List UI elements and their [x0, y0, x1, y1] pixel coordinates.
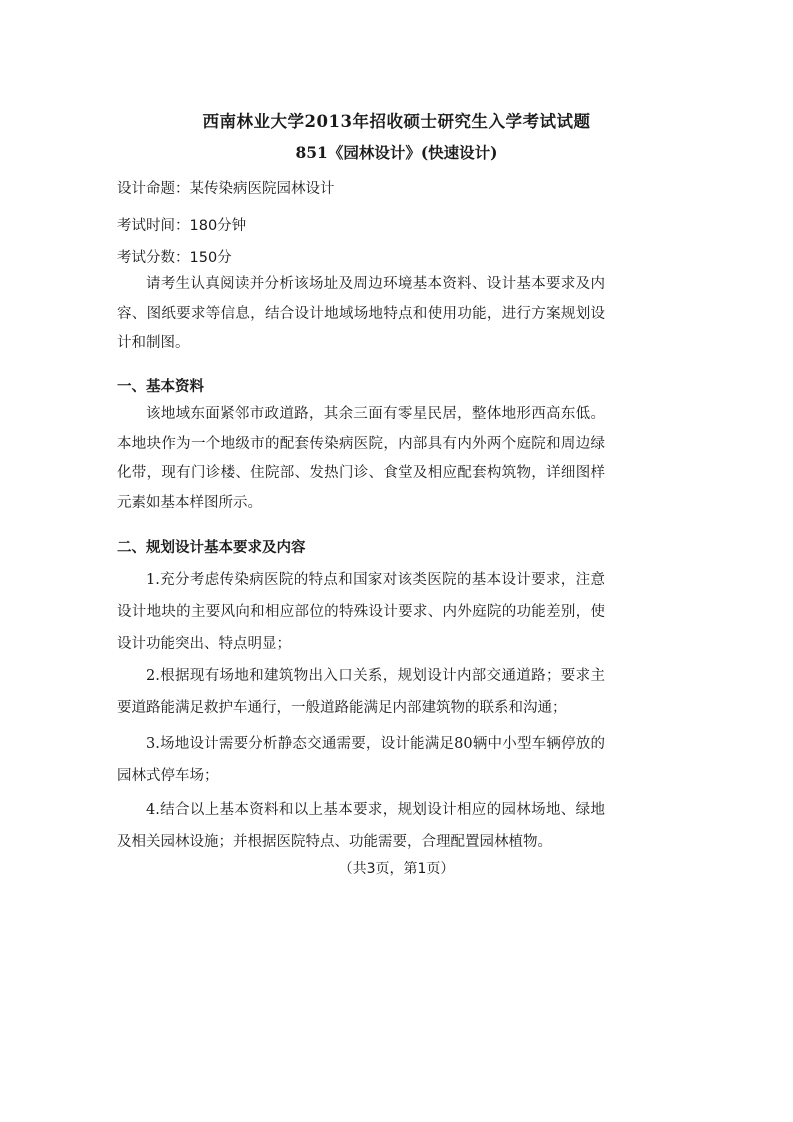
exam-score: 考试分数：150分 — [117, 250, 232, 266]
section-basic-info-body: 该地域东面紧邻市政道路，其余三面有零星民居，整体地形西高东低。本地块作为一个地级市的配套传染病医院，内部具有内外两个庭院和周边绿化带，现有门诊楼、住院部、发热门诊、食堂及相应配套构筑物，详细图样元素如基本样图所示。 — [117, 406, 605, 511]
design-topic: 设计命题：某传染病医院园林设计 — [117, 181, 335, 197]
section-requirements-heading: 二、规划设计基本要求及内容 — [117, 540, 306, 556]
page-title: 西南林业大学2013年招收硕士研究生入学考试试题 — [202, 112, 591, 131]
intro-paragraph: 请考生认真阅读并分析该场址及周边环境基本资料、设计基本要求及内容、图纸要求等信息，结合设计地域场地特点和使用功能，进行方案规划设计和制图。 — [117, 276, 605, 351]
exam-time: 考试时间：180分钟 — [117, 218, 247, 234]
requirement-item-2: 2.根据现有场地和建筑物出入口关系，规划设计内部交通道路；要求主要道路能满足救护车通行，一般道路能满足内部建筑物的联系和沟通； — [117, 668, 605, 716]
requirement-item-3: 3.场地设计需要分析静态交通需要，设计能满足80辆中小型车辆停放的园林式停车场； — [117, 736, 605, 784]
requirement-item-4: 4.结合以上基本资料和以上基本要求，规划设计相应的园林场地、绿地及相关园林设施；并根据医院特点、功能需要，合理配置园林植物。 — [117, 802, 605, 850]
section-basic-info-heading: 一、基本资料 — [117, 379, 204, 395]
page-subtitle: 851《园林设计》(快速设计) — [295, 143, 498, 162]
page-footer: （共3页，第1页） — [338, 861, 455, 877]
requirement-item-1: 1.充分考虑传染病医院的特点和国家对该类医院的基本设计要求，注意设计地块的主要风向和相应部位的特殊设计要求、内外庭院的功能差别，使设计功能突出、特点明显； — [117, 572, 605, 652]
